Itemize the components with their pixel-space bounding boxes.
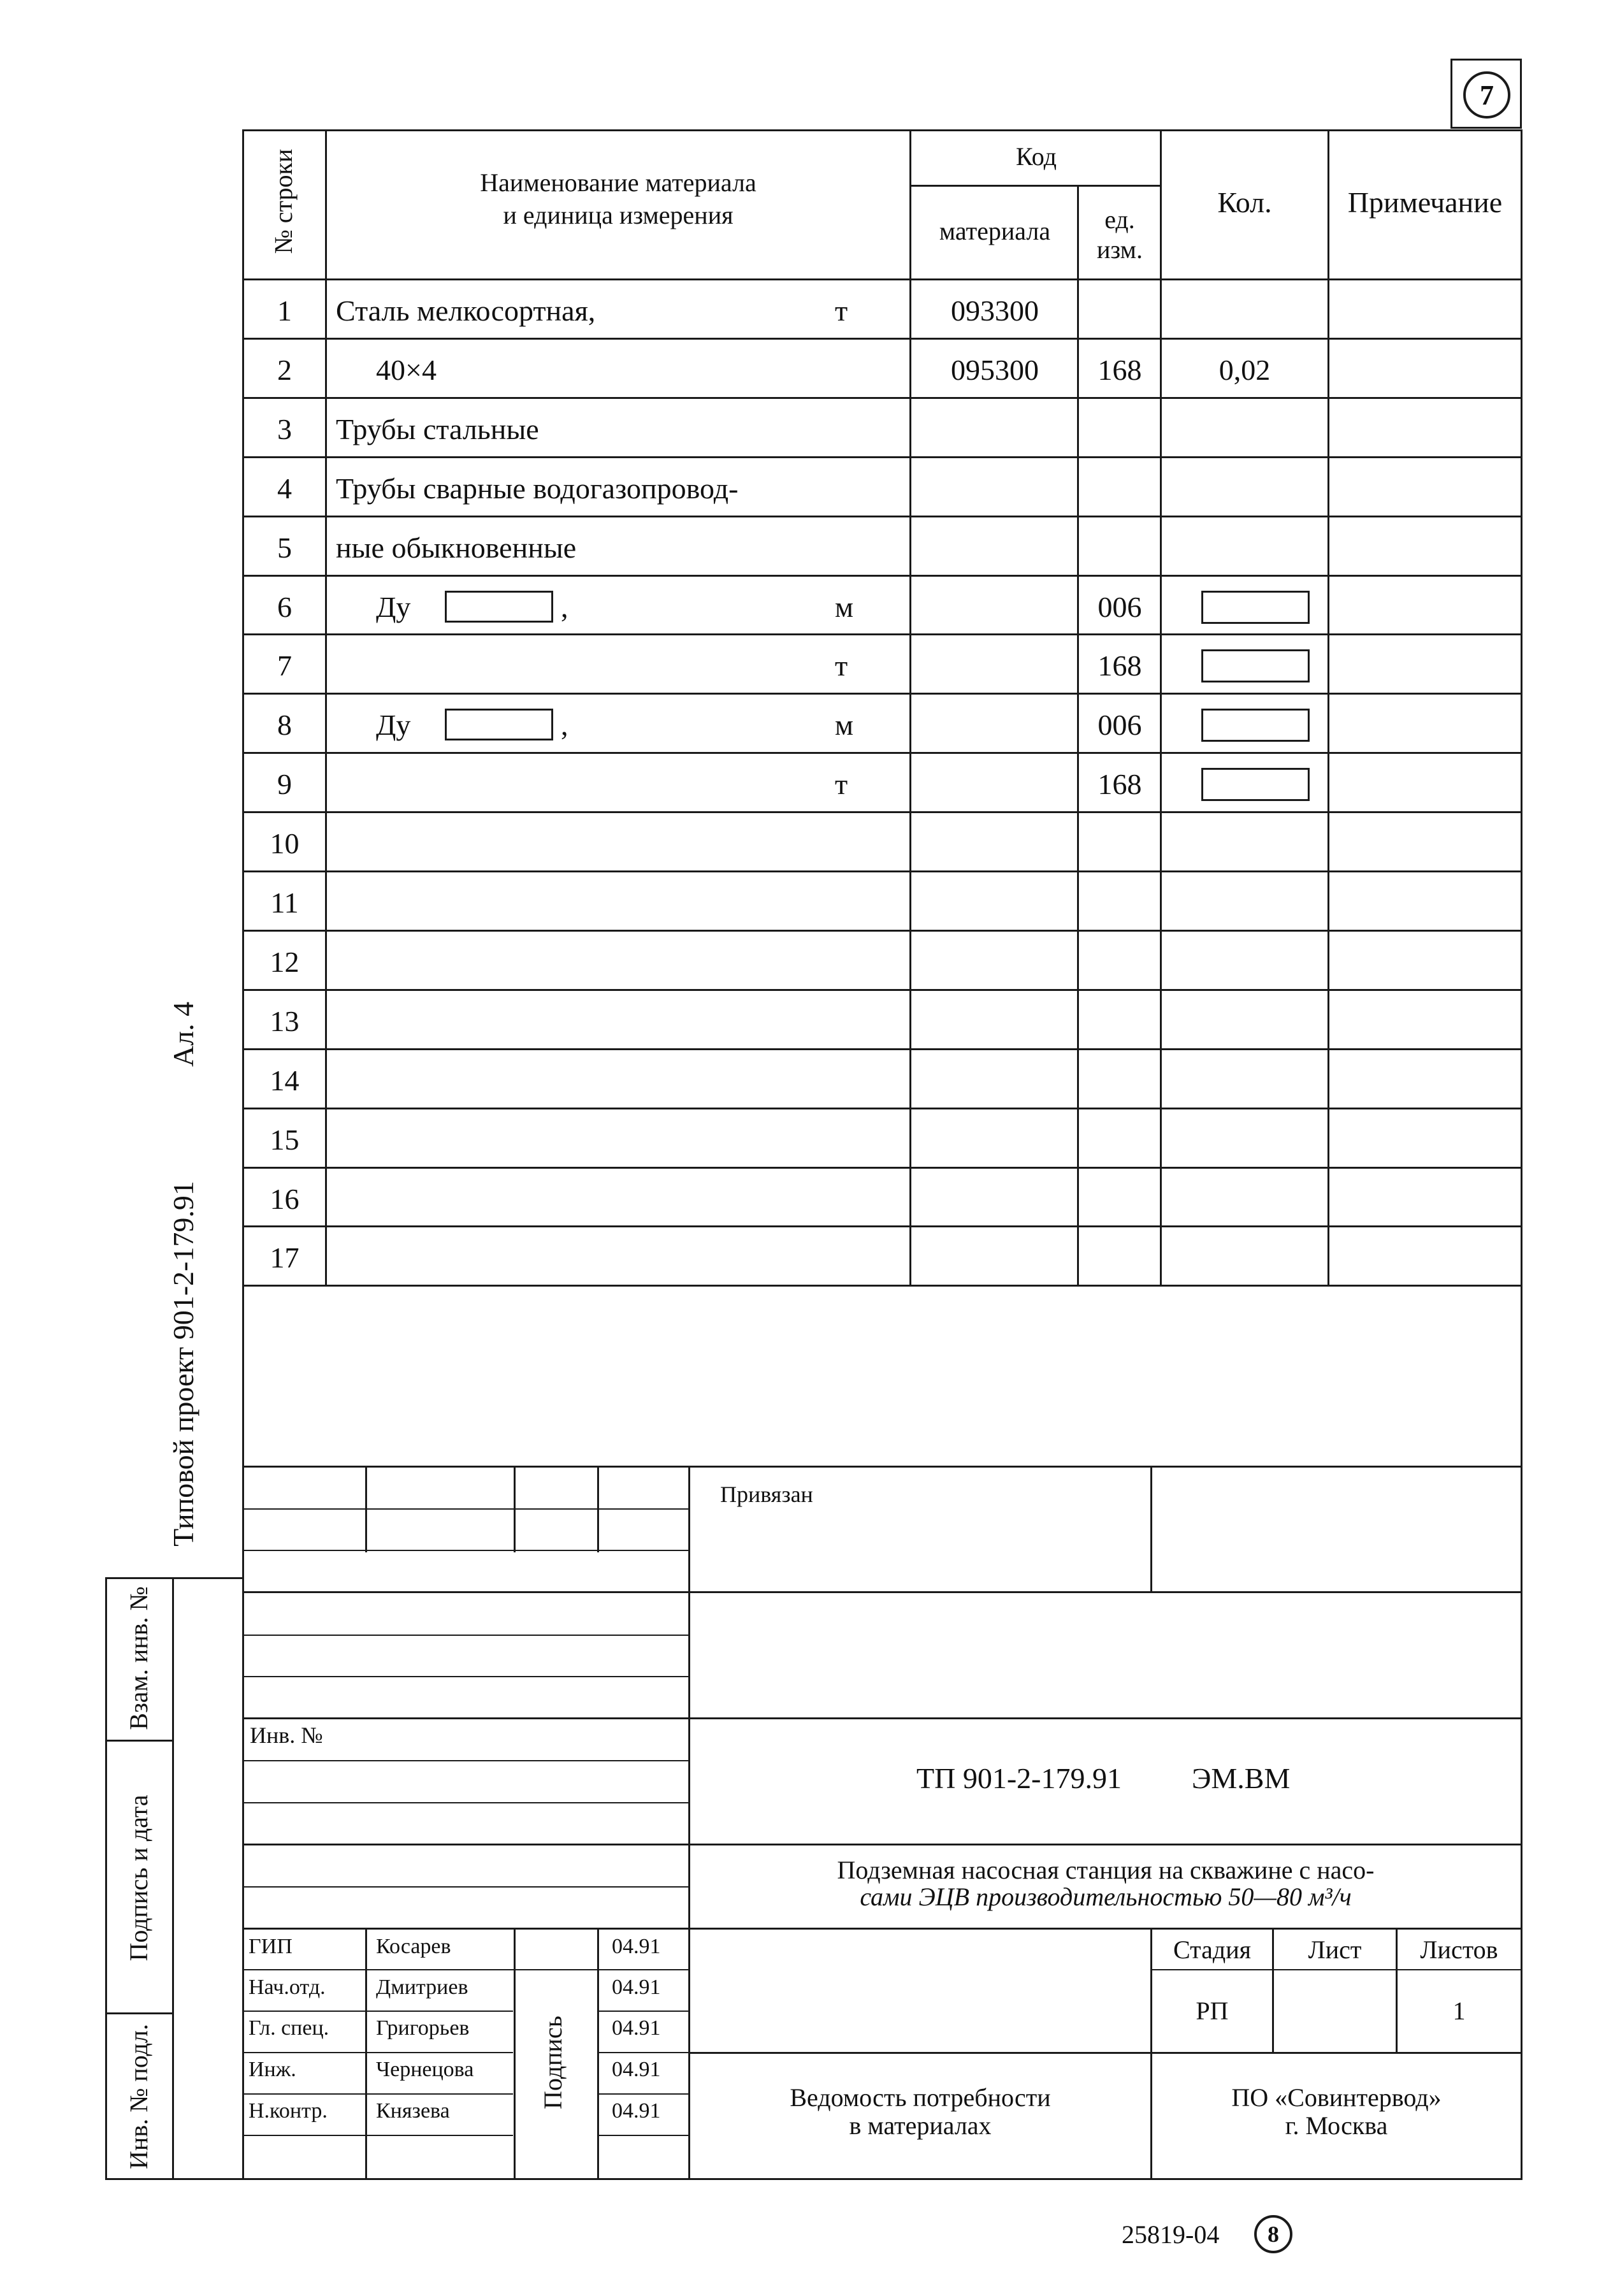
- margin-album: Ал. 4: [167, 1001, 199, 1067]
- row-number: 9: [277, 768, 292, 800]
- qty-blank-field: [1201, 591, 1310, 624]
- header-name-line1: Наименование материала: [480, 168, 756, 197]
- doc-mark: ЭМ.ВМ: [1192, 1762, 1291, 1794]
- sign-label: Подпись: [539, 2016, 567, 2109]
- header-row-number: № строки: [269, 148, 298, 254]
- doc-code: ТП 901-2-179.91: [916, 1762, 1122, 1794]
- signer-date: 04.91: [612, 2099, 661, 2123]
- header-code: Код: [1016, 142, 1057, 171]
- row-unit-code: 168: [1097, 768, 1142, 800]
- row-number: 16: [270, 1183, 300, 1215]
- row-unit: м: [835, 709, 854, 741]
- signer-date: 04.91: [612, 1935, 661, 1958]
- stage-value: РП: [1196, 1996, 1229, 2025]
- sheet-header: Лист: [1308, 1935, 1362, 1964]
- row-unit-code: 168: [1097, 354, 1142, 386]
- row-number: 11: [270, 886, 299, 919]
- row-unit-code: 006: [1097, 709, 1142, 741]
- row-number: 15: [270, 1123, 300, 1156]
- doc-name-line1: Ведомость потребности: [790, 2083, 1051, 2112]
- margin-inv-orig: Инв. № подл.: [124, 2024, 153, 2169]
- signer-date: 04.91: [612, 1975, 661, 1999]
- row-name: Сталь мелкосортная,: [336, 294, 596, 327]
- blank-field: [445, 591, 553, 623]
- page-number: 7: [1463, 71, 1510, 119]
- row-name: ные обыкновенные: [336, 531, 577, 564]
- header-qty: Кол.: [1217, 186, 1272, 219]
- row-unit: т: [835, 768, 848, 800]
- header-unit-line1: ед.: [1104, 205, 1135, 234]
- row-number: 4: [277, 472, 292, 505]
- header-material: материала: [939, 217, 1051, 245]
- signer-role: Н.контр.: [249, 2099, 328, 2123]
- row-unit: т: [835, 294, 848, 327]
- row-name: Трубы стальные: [336, 413, 539, 445]
- row-number: 14: [270, 1064, 300, 1097]
- row-material-code: 095300: [951, 354, 1039, 386]
- row-number: 13: [270, 1005, 300, 1037]
- margin-sign-date: Подпись и дата: [124, 1794, 153, 1961]
- row-name: Трубы сварные водогазопровод-: [336, 472, 739, 505]
- sheets-value: 1: [1452, 1996, 1466, 2025]
- qty-blank-field: [1201, 649, 1310, 682]
- row-number: 17: [270, 1241, 300, 1274]
- org-line1: ПО «Совинтервод»: [1231, 2083, 1442, 2112]
- footer-circle: 8: [1254, 2215, 1292, 2253]
- org-line2: г. Москва: [1285, 2111, 1388, 2140]
- signer-role: Гл. спец.: [249, 2016, 329, 2040]
- row-number: 6: [277, 591, 292, 623]
- signer-date: 04.91: [612, 2016, 661, 2040]
- signer-name: Косарев: [376, 1935, 451, 1958]
- doc-name-line2: в материалах: [849, 2111, 992, 2140]
- row-separator: ,: [561, 709, 568, 741]
- row-name: 40×4: [376, 354, 437, 386]
- row-name: Ду: [376, 709, 411, 741]
- header-note: Примечание: [1347, 186, 1503, 219]
- signer-role: ГИП: [249, 1935, 293, 1958]
- qty-blank-field: [1201, 768, 1310, 801]
- signer-name: Чернецова: [376, 2058, 474, 2081]
- row-number: 8: [277, 709, 292, 741]
- inv-no-label: Инв. №: [250, 1722, 323, 1748]
- signer-date: 04.91: [612, 2058, 661, 2081]
- object-title-line2: сами ЭЦВ производительностью 50—80 м³/ч: [860, 1882, 1352, 1911]
- row-material-code: 093300: [951, 294, 1039, 327]
- row-qty: 0,02: [1219, 354, 1271, 386]
- privyazan-label: Привязан: [720, 1482, 813, 1507]
- row-unit: м: [835, 591, 854, 623]
- signer-role: Инж.: [249, 2058, 296, 2081]
- qty-blank-field: [1201, 709, 1310, 742]
- row-number: 12: [270, 946, 300, 978]
- row-separator: ,: [561, 591, 568, 623]
- margin-project: Типовой проект 901-2-179.91: [167, 1181, 199, 1547]
- row-unit: т: [835, 649, 848, 682]
- row-name: Ду: [376, 591, 411, 623]
- sheets-header: Листов: [1420, 1935, 1498, 1964]
- signer-role: Нач.отд.: [249, 1975, 326, 1999]
- row-number: 3: [277, 413, 292, 445]
- row-number: 1: [277, 294, 292, 327]
- header-unit-line2: изм.: [1097, 235, 1143, 264]
- header-name-line2: и единица измерения: [503, 201, 734, 229]
- row-number: 7: [277, 649, 292, 682]
- object-title-line1: Подземная насосная станция на скважине с насо-: [837, 1856, 1375, 1884]
- row-number: 2: [277, 354, 292, 386]
- signer-name: Григорьев: [376, 2016, 470, 2040]
- row-number: 10: [270, 827, 300, 860]
- row-unit-code: 006: [1097, 591, 1142, 623]
- blank-field: [445, 709, 553, 740]
- row-number: 5: [277, 531, 292, 564]
- footer-number: 25819-04: [1122, 2220, 1220, 2249]
- row-unit-code: 168: [1097, 649, 1142, 682]
- stage-header: Стадия: [1173, 1935, 1252, 1964]
- signer-name: Князева: [376, 2099, 450, 2123]
- margin-inv-swap: Взам. инв. №: [124, 1586, 153, 1730]
- signer-name: Дмитриев: [376, 1975, 468, 1999]
